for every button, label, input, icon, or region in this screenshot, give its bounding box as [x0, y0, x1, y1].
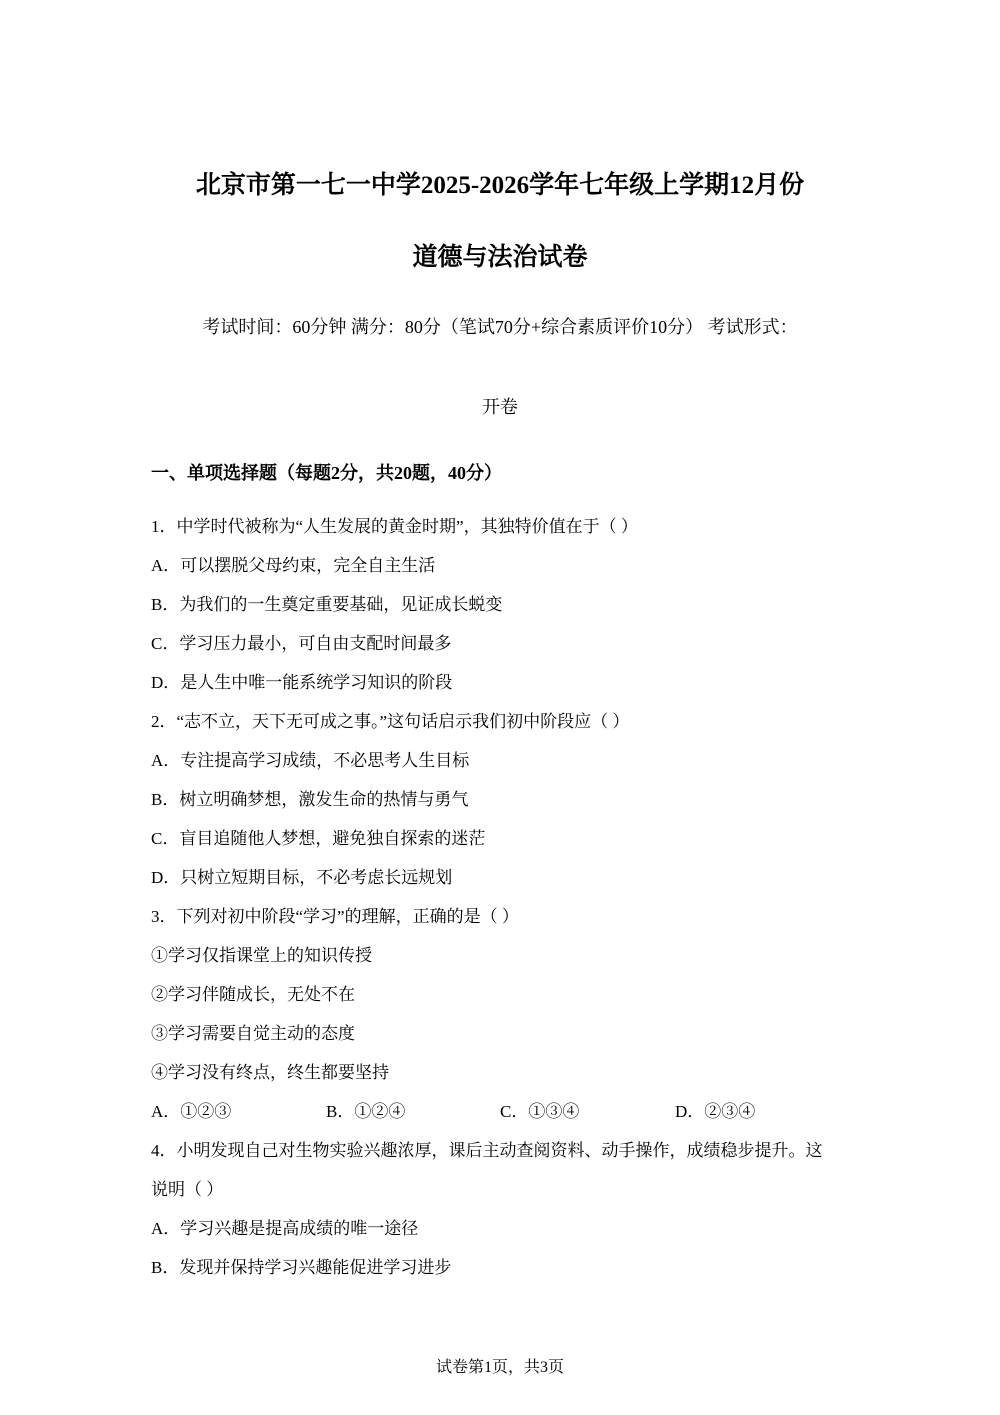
- question-4-stem-line2: 说明（ ）: [151, 1180, 224, 1199]
- question-3-statement-1: ①学习仅指课堂上的知识传授: [151, 946, 372, 965]
- question-2-stem: 2．“志不立，天下无可成之事。”这句话启示我们初中阶段应（ ）: [151, 712, 630, 731]
- question-3-option-a: A．①②③: [151, 1102, 232, 1121]
- question-1-option-a: A．可以摆脱父母约束，完全自主生活: [151, 556, 436, 575]
- question-4-stem-line1: 4．小明发现自己对生物实验兴趣浓厚，课后主动查阅资料、动手操作，成绩稳步提升。这: [151, 1141, 823, 1160]
- question-4-option-b: B．发现并保持学习兴趣能促进学习进步: [151, 1258, 452, 1277]
- question-1-option-c: C．学习压力最小，可自由支配时间最多: [151, 634, 452, 653]
- question-3-statement-3: ③学习需要自觉主动的态度: [151, 1024, 355, 1043]
- exam-title-line2: 道德与法治试卷: [412, 244, 588, 271]
- question-1-stem: 1．中学时代被称为“人生发展的黄金时期”，其独特价值在于（ ）: [151, 517, 638, 536]
- exam-title-line1: 北京市第一七一中学2025-2026学年七年级上学期12月份: [195, 172, 805, 199]
- question-1-option-d: D．是人生中唯一能系统学习知识的阶段: [151, 673, 453, 692]
- question-2-option-b: B．树立明确梦想，激发生命的热情与勇气: [151, 790, 469, 809]
- question-3-option-b: B．①②④: [326, 1102, 406, 1121]
- question-2-option-d: D．只树立短期目标，不必考虑长远规划: [151, 868, 453, 887]
- section-heading: 一、单项选择题（每题2分，共20题，40分）: [151, 463, 502, 483]
- question-2-option-c: C．盲目追随他人梦想，避免独自探索的迷茫: [151, 829, 486, 848]
- page-footer: 试卷第1页，共3页: [435, 1359, 564, 1376]
- question-3-stem: 3．下列对初中阶段“学习”的理解，正确的是（ ）: [151, 907, 519, 926]
- question-3-statement-2: ②学习伴随成长，无处不在: [151, 985, 355, 1004]
- question-1-option-b: B．为我们的一生奠定重要基础，见证成长蜕变: [151, 595, 503, 614]
- question-2-option-a: A．专注提高学习成绩，不必思考人生目标: [151, 751, 470, 770]
- question-3-option-d: D．②③④: [675, 1102, 756, 1121]
- exam-info-line2: 开卷: [482, 397, 518, 417]
- exam-info-line1: 考试时间：60分钟 满分：80分（笔试70分+综合素质评价10分） 考试形式：: [202, 317, 798, 337]
- question-3-statement-4: ④学习没有终点，终生都要坚持: [151, 1063, 389, 1082]
- question-3-option-c: C．①③④: [500, 1102, 580, 1121]
- question-4-option-a: A．学习兴趣是提高成绩的唯一途径: [151, 1219, 419, 1238]
- question-3-options-row: [151, 1099, 851, 1125]
